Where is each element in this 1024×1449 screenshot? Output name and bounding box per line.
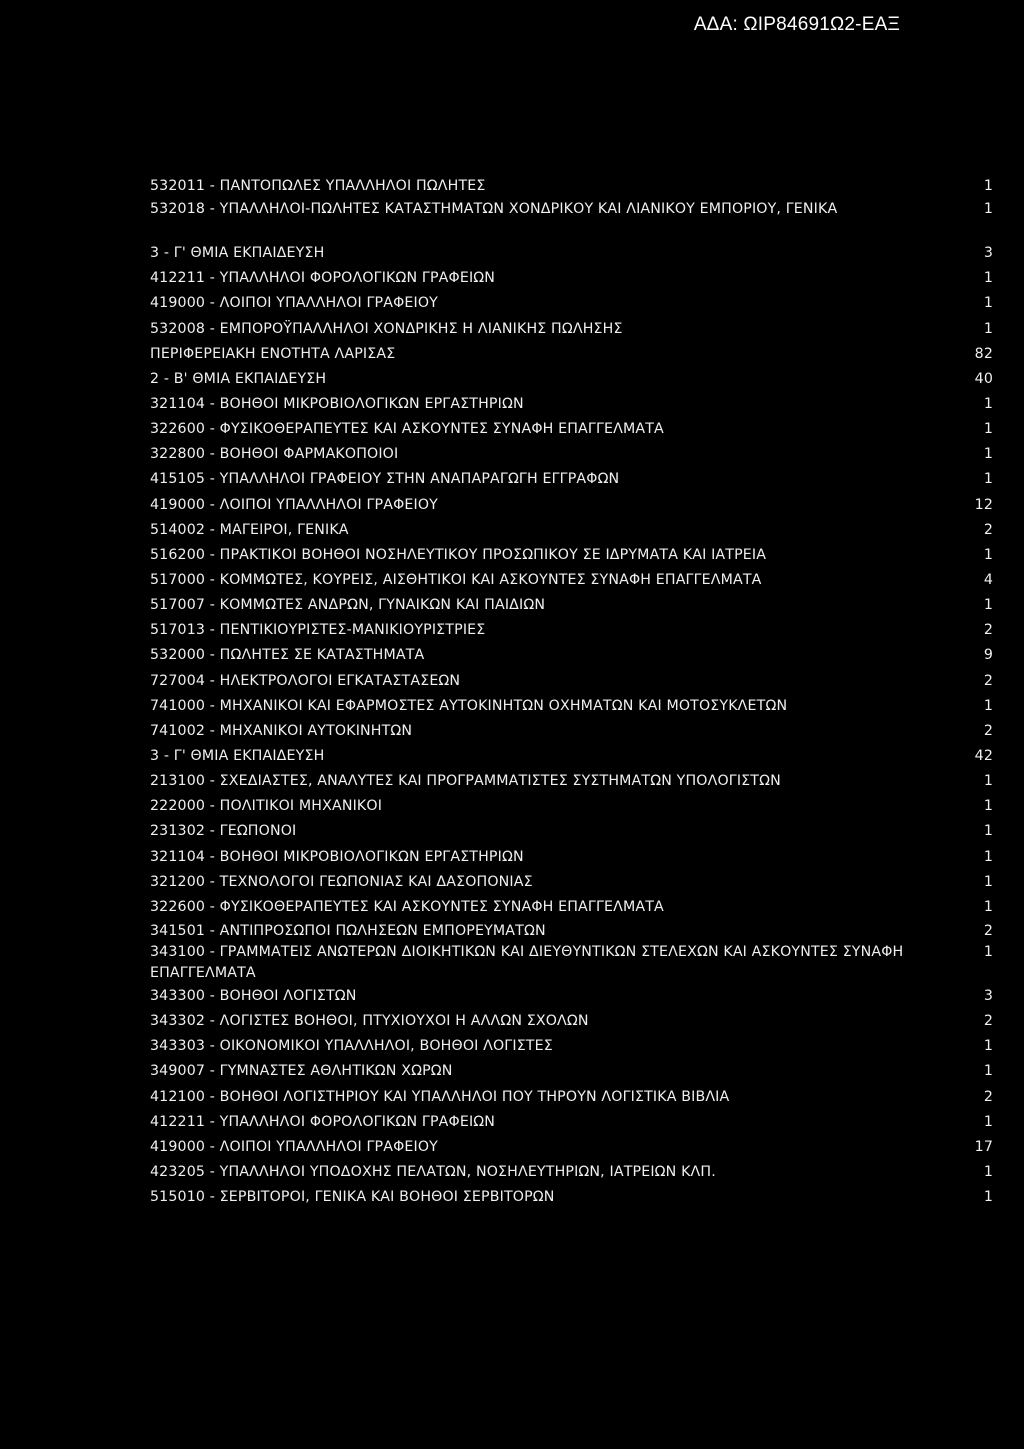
row-label: 423205 - ΥΠΑΛΛΗΛΟΙ ΥΠΟΔΟΧΗΣ ΠΕΛΑΤΩΝ, ΝΟΣΗΛΕΥΤΗΡΙΩΝ, ΙΑΤΡΕΙΩΝ ΚΛΠ. xyxy=(150,1163,716,1180)
row-count: 1 xyxy=(983,823,993,840)
row-count: 2 xyxy=(983,672,993,689)
table-row xyxy=(150,643,993,668)
row-label: 322600 - ΦΥΣΙΚΟΘΕΡΑΠΕΥΤΕΣ ΚΑΙ ΑΣΚΟΥΝΤΕΣ ΣΥΝΑΦΗ ΕΠΑΓΓΕΛΜΑΤΑ xyxy=(150,898,664,915)
row-label: 532000 - ΠΩΛΗΤΕΣ ΣΕ ΚΑΤΑΣΤΗΜΑΤΑ xyxy=(150,647,425,664)
row-count: 42 xyxy=(974,747,993,764)
row-label: 222000 - ΠΟΛΙΤΙΚΟΙ ΜΗΧΑΝΙΚΟΙ xyxy=(150,798,383,815)
table-row xyxy=(150,942,993,984)
row-count: 1 xyxy=(983,1189,993,1206)
table-row xyxy=(150,920,993,942)
table-row xyxy=(150,1059,993,1084)
table-row xyxy=(150,694,993,719)
table-row xyxy=(150,417,993,442)
table-row xyxy=(150,174,993,199)
row-label: 343100 - ΓΡΑΜΜΑΤΕΙΣ ΑΝΩΤΕΡΩΝ ΔΙΟΙΚΗΤΙΚΩΝ ΚΑΙ ΔΙΕΥΘΥΝΤΙΚΩΝ ΣΤΕΛΕΧΩΝ ΚΑΙ ΑΣΚΟΥΝΤΕΣ ΣΥΝΑΦΗ ΕΠΑΓΓΕΛΜΑΤΑ xyxy=(150,943,904,981)
row-count: 1 xyxy=(983,697,993,714)
table-row xyxy=(150,593,993,618)
row-label: 532011 - ΠΑΝΤΟΠΩΛΕΣ ΥΠΑΛΛΗΛΟΙ ΠΩΛΗΤΕΣ xyxy=(150,178,486,194)
table-row xyxy=(150,719,993,744)
table-row xyxy=(150,870,993,895)
row-count: 4 xyxy=(983,571,993,588)
row-count: 1 xyxy=(983,471,993,488)
table-row xyxy=(150,1085,993,1110)
row-count: 1 xyxy=(983,848,993,865)
table-row xyxy=(150,1135,993,1160)
row-count: 1 xyxy=(983,421,993,438)
table-row xyxy=(150,1034,993,1059)
row-count: 17 xyxy=(974,1138,993,1155)
row-count: 2 xyxy=(983,922,993,939)
table-row xyxy=(150,794,993,819)
row-label: 321104 - ΒΟΗΘΟΙ ΜΙΚΡΟΒΙΟΛΟΓΙΚΩΝ ΕΡΓΑΣΤΗΡΙΩΝ xyxy=(150,848,524,865)
row-count: 1 xyxy=(983,798,993,815)
row-label: 231302 - ΓΕΩΠΟΝΟΙ xyxy=(150,823,297,840)
row-count: 1 xyxy=(983,1063,993,1080)
row-label: 517013 - ΠΕΝΤΙΚΙΟΥΡΙΣΤΕΣ-ΜΑΝΙΚΙΟΥΡΙΣΤΡΙΕΣ xyxy=(150,622,486,639)
row-count: 1 xyxy=(983,1163,993,1180)
row-count: 9 xyxy=(983,647,993,664)
row-label: 343303 - ΟΙΚΟΝΟΜΙΚΟΙ ΥΠΑΛΛΗΛΟΙ, ΒΟΗΘΟΙ ΛΟΓΙΣΤΕΣ xyxy=(150,1038,553,1055)
row-label: 517007 - ΚΟΜΜΩΤΕΣ ΑΝΔΡΩΝ, ΓΥΝΑΙΚΩΝ ΚΑΙ ΠΑΙΔΙΩΝ xyxy=(150,597,546,614)
row-count: 2 xyxy=(983,1013,993,1030)
row-label: 412100 - ΒΟΗΘΟΙ ΛΟΓΙΣΤΗΡΙΟΥ ΚΑΙ ΥΠΑΛΛΗΛΟΙ ΠΟΥ ΤΗΡΟΥΝ ΛΟΓΙΣΤΙΚΑ ΒΙΒΛΙΑ xyxy=(150,1088,730,1105)
table-row xyxy=(150,819,993,844)
table-row xyxy=(150,199,993,241)
row-label: 3 - Γ' ΘΜΙΑ ΕΚΠΑΙΔΕΥΣΗ xyxy=(150,245,325,262)
table-row xyxy=(150,342,993,367)
row-count: 3 xyxy=(983,987,993,1004)
row-label: 532018 - ΥΠΑΛΛΗΛΟΙ-ΠΩΛΗΤΕΣ ΚΑΤΑΣΤΗΜΑΤΩΝ ΧΟΝΔΡΙΚΟΥ ΚΑΙ ΛΙΑΝΙΚΟΥ ΕΜΠΟΡΙΟΥ, ΓΕΝΙΚΑ xyxy=(150,201,838,218)
row-count: 1 xyxy=(983,320,993,337)
row-count: 1 xyxy=(983,873,993,890)
table-row xyxy=(150,845,993,870)
row-count: 1 xyxy=(983,898,993,915)
row-label: 517000 - ΚΟΜΜΩΤΕΣ, ΚΟΥΡΕΙΣ, ΑΙΣΘΗΤΙΚΟΙ ΚΑΙ ΑΣΚΟΥΝΤΕΣ ΣΥΝΑΦΗ ΕΠΑΓΓΕΛΜΑΤΑ xyxy=(150,571,762,588)
row-count: 1 xyxy=(983,395,993,412)
row-count: 40 xyxy=(974,370,993,387)
row-count: 1 xyxy=(983,446,993,463)
row-label: 515010 - ΣΕΡΒΙΤΟΡΟΙ, ΓΕΝΙΚΑ ΚΑΙ ΒΟΗΘΟΙ ΣΕΡΒΙΤΟΡΩΝ xyxy=(150,1189,555,1206)
table-row xyxy=(150,367,993,392)
table-row xyxy=(150,1009,993,1034)
row-count: 82 xyxy=(974,345,993,362)
row-label: 3 - Γ' ΘΜΙΑ ΕΚΠΑΙΔΕΥΣΗ xyxy=(150,747,325,764)
row-count: 1 xyxy=(983,773,993,790)
table-row xyxy=(150,669,993,694)
table-row xyxy=(150,317,993,342)
row-label: 322800 - ΒΟΗΘΟΙ ΦΑΡΜΑΚΟΠΟΙΟΙ xyxy=(150,446,399,463)
table-row xyxy=(150,266,993,291)
row-label: 343302 - ΛΟΓΙΣΤΕΣ ΒΟΗΘΟΙ, ΠΤΥΧΙΟΥΧΟΙ Η ΑΛΛΩΝ ΣΧΟΛΩΝ xyxy=(150,1013,589,1030)
row-count: 12 xyxy=(974,496,993,513)
row-count: 1 xyxy=(983,295,993,312)
row-count: 1 xyxy=(983,597,993,614)
table-row xyxy=(150,1185,993,1210)
row-count: 1 xyxy=(983,178,993,194)
row-count: 1 xyxy=(983,270,993,287)
row-count: 1 xyxy=(983,546,993,563)
row-label: 532008 - ΕΜΠΟΡΟΫΠΑΛΛΗΛΟΙ ΧΟΝΔΡΙΚΗΣ Η ΛΙΑΝΙΚΗΣ ΠΩΛΗΣΗΣ xyxy=(150,320,623,337)
row-count: 3 xyxy=(983,245,993,262)
row-count: 1 xyxy=(983,943,993,960)
row-label: 415105 - ΥΠΑΛΛΗΛΟΙ ΓΡΑΦΕΙΟΥ ΣΤΗΝ ΑΝΑΠΑΡΑΓΩΓΗ ΕΓΓΡΑΦΩΝ xyxy=(150,471,620,488)
row-label: 322600 - ΦΥΣΙΚΟΘΕΡΑΠΕΥΤΕΣ ΚΑΙ ΑΣΚΟΥΝΤΕΣ ΣΥΝΑΦΗ ΕΠΑΓΓΕΛΜΑΤΑ xyxy=(150,421,664,438)
row-label: 514002 - ΜΑΓΕΙΡΟΙ, ΓΕΝΙΚΑ xyxy=(150,521,349,538)
row-label: 727004 - ΗΛΕΚΤΡΟΛΟΓΟΙ ΕΓΚΑΤΑΣΤΑΣΕΩΝ xyxy=(150,672,461,689)
table-row xyxy=(150,984,993,1009)
row-count: 1 xyxy=(983,1038,993,1055)
row-count: 2 xyxy=(983,1088,993,1105)
row-count: 2 xyxy=(983,622,993,639)
row-label: 343300 - ΒΟΗΘΟΙ ΛΟΓΙΣΤΩΝ xyxy=(150,987,357,1004)
table-row xyxy=(150,467,993,492)
table-row xyxy=(150,543,993,568)
row-label: 321200 - ΤΕΧΝΟΛΟΓΟΙ ΓΕΩΠΟΝΙΑΣ ΚΑΙ ΔΑΣΟΠΟΝΙΑΣ xyxy=(150,873,533,890)
row-label: ΠΕΡΙΦΕΡΕΙΑΚΗ ΕΝΟΤΗΤΑ ΛΑΡΙΣΑΣ xyxy=(150,345,396,362)
row-label: 419000 - ΛΟΙΠΟΙ ΥΠΑΛΛΗΛΟΙ ΓΡΑΦΕΙΟΥ xyxy=(150,295,438,312)
ada-document-id: ΑΔΑ: ΩΙΡ84691Ω2-ΕΑΞ xyxy=(693,14,900,35)
table-row xyxy=(150,291,993,316)
table-row xyxy=(150,518,993,543)
table-row xyxy=(150,392,993,417)
row-label: 412211 - ΥΠΑΛΛΗΛΟΙ ΦΟΡΟΛΟΓΙΚΩΝ ΓΡΑΦΕΙΩΝ xyxy=(150,1113,496,1130)
table-row xyxy=(150,895,993,920)
row-count: 1 xyxy=(983,1113,993,1130)
table-row xyxy=(150,442,993,467)
table-row xyxy=(150,1110,993,1135)
table-row xyxy=(150,1160,993,1185)
row-count: 2 xyxy=(983,722,993,739)
occupation-table xyxy=(150,174,993,1210)
row-label: 419000 - ΛΟΙΠΟΙ ΥΠΑΛΛΗΛΟΙ ΓΡΑΦΕΙΟΥ xyxy=(150,496,438,513)
row-label: 341501 - ΑΝΤΙΠΡΟΣΩΠΟΙ ΠΩΛΗΣΕΩΝ ΕΜΠΟΡΕΥΜΑΤΩΝ xyxy=(150,922,546,939)
row-label: 419000 - ΛΟΙΠΟΙ ΥΠΑΛΛΗΛΟΙ ΓΡΑΦΕΙΟΥ xyxy=(150,1138,438,1155)
row-label: 321104 - ΒΟΗΘΟΙ ΜΙΚΡΟΒΙΟΛΟΓΙΚΩΝ ΕΡΓΑΣΤΗΡΙΩΝ xyxy=(150,395,524,412)
table-row xyxy=(150,568,993,593)
table-row xyxy=(150,241,993,266)
row-label: 741002 - ΜΗΧΑΝΙΚΟΙ ΑΥΤΟΚΙΝΗΤΩΝ xyxy=(150,722,413,739)
table-row xyxy=(150,744,993,769)
row-label: 2 - Β' ΘΜΙΑ ΕΚΠΑΙΔΕΥΣΗ xyxy=(150,370,327,387)
table-row xyxy=(150,493,993,518)
row-label: 349007 - ΓΥΜΝΑΣΤΕΣ ΑΘΛΗΤΙΚΩΝ ΧΩΡΩΝ xyxy=(150,1063,453,1080)
row-label: 741000 - ΜΗΧΑΝΙΚΟΙ ΚΑΙ ΕΦΑΡΜΟΣΤΕΣ ΑΥΤΟΚΙΝΗΤΩΝ ΟΧΗΜΑΤΩΝ ΚΑΙ ΜΟΤΟΣΥΚΛΕΤΩΝ xyxy=(150,697,788,714)
row-label: 412211 - ΥΠΑΛΛΗΛΟΙ ΦΟΡΟΛΟΓΙΚΩΝ ΓΡΑΦΕΙΩΝ xyxy=(150,270,496,287)
row-count: 1 xyxy=(983,201,993,218)
row-count: 2 xyxy=(983,521,993,538)
row-label: 516200 - ΠΡΑΚΤΙΚΟΙ ΒΟΗΘΟΙ ΝΟΣΗΛΕΥΤΙΚΟΥ ΠΡΟΣΩΠΙΚΟΥ ΣΕ ΙΔΡΥΜΑΤΑ ΚΑΙ ΙΑΤΡΕΙΑ xyxy=(150,546,767,563)
table-row xyxy=(150,769,993,794)
row-label: 213100 - ΣΧΕΔΙΑΣΤΕΣ, ΑΝΑΛΥΤΕΣ ΚΑΙ ΠΡΟΓΡΑΜΜΑΤΙΣΤΕΣ ΣΥΣΤΗΜΑΤΩΝ ΥΠΟΛΟΓΙΣΤΩΝ xyxy=(150,773,781,790)
table-row xyxy=(150,618,993,643)
